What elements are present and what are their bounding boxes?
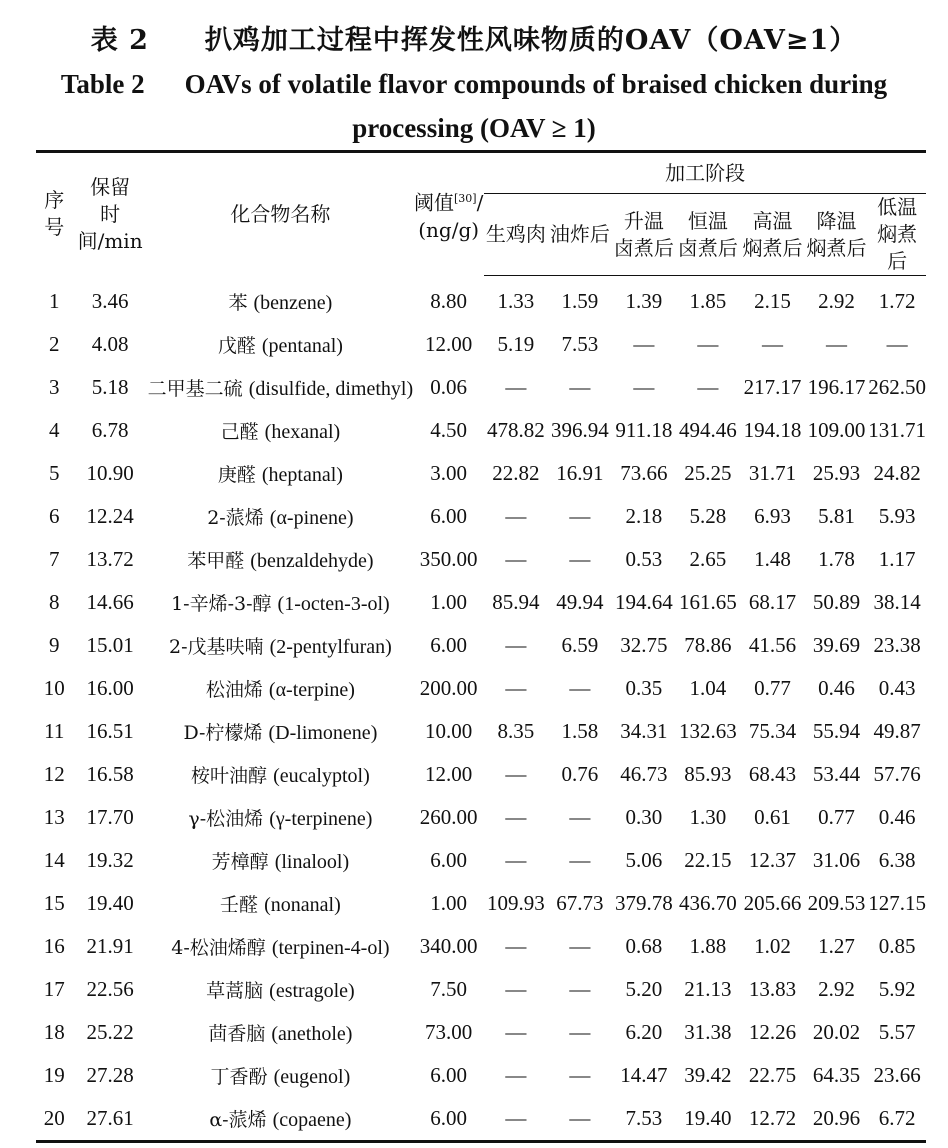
compound-name-en: (2-pentylfuran) — [269, 636, 392, 658]
cell-compound — [148, 796, 413, 839]
cell-threshold: 4.50 — [430, 418, 468, 442]
cell-retention-time: 4.08 — [91, 332, 129, 356]
cell-retention-time: 22.56 — [86, 977, 134, 1001]
cell-oav: 13.83 — [748, 977, 797, 1001]
cell-seq: 20 — [43, 1106, 65, 1130]
cell-oav: 436.70 — [678, 891, 737, 915]
cell-oav: — — [762, 332, 784, 356]
cell-oav: — — [697, 375, 719, 399]
cell-oav: — — [505, 633, 527, 657]
table-row — [36, 452, 926, 495]
compound-name-en: (copaene) — [272, 1109, 352, 1131]
cell-oav: 7.53 — [561, 332, 599, 356]
cell-retention-time: 10.90 — [86, 461, 134, 485]
compound-name-zh: 桉叶油醇 — [191, 765, 268, 787]
table-row — [36, 276, 926, 324]
compound-name-zh: D-柠檬烯 — [183, 722, 263, 744]
cell-oav: 64.35 — [812, 1063, 861, 1087]
table-row — [36, 796, 926, 839]
cell-oav: 14.47 — [620, 1063, 668, 1087]
cell-oav: — — [505, 375, 527, 399]
cell-oav: 31.71 — [748, 461, 797, 485]
compound-name-zh: α-蒎烯 — [209, 1109, 267, 1131]
cell-oav: 911.18 — [615, 418, 673, 442]
cell-oav: 5.28 — [689, 504, 727, 528]
cell-compound — [148, 276, 413, 324]
cell-seq: 12 — [43, 762, 65, 786]
cell-threshold: 200.00 — [419, 676, 478, 700]
cell-compound — [148, 968, 413, 1011]
cell-oav: 32.75 — [620, 633, 668, 657]
cell-oav: 12.26 — [748, 1020, 797, 1044]
cell-oav: — — [826, 332, 848, 356]
cell-threshold: 0.06 — [430, 375, 468, 399]
cell-threshold: 340.00 — [419, 934, 478, 958]
cell-oav: — — [569, 805, 591, 829]
cell-oav: — — [569, 676, 591, 700]
cell-compound — [148, 882, 413, 925]
table-row — [36, 1054, 926, 1097]
compound-name-en: (hexanal) — [264, 421, 341, 443]
cell-oav: 0.77 — [754, 676, 791, 700]
cell-oav: 1.02 — [754, 934, 791, 958]
cell-retention-time: 15.01 — [86, 633, 134, 657]
cell-threshold: 12.00 — [425, 762, 473, 786]
cell-oav: 31.38 — [684, 1020, 732, 1044]
cell-oav: — — [505, 848, 527, 872]
cell-threshold: 1.00 — [430, 891, 468, 915]
cell-oav: 21.13 — [684, 977, 732, 1001]
cell-seq: 8 — [49, 590, 60, 614]
cell-oav: — — [569, 848, 591, 872]
cell-oav: — — [505, 676, 527, 700]
cell-compound — [148, 452, 413, 495]
cell-retention-time: 16.51 — [86, 719, 134, 743]
cell-compound — [148, 323, 413, 366]
compound-name-zh: 4-松油烯醇 — [171, 937, 266, 959]
table-row — [36, 710, 926, 753]
cell-compound — [148, 495, 413, 538]
compound-name-en: (α-terpine) — [268, 679, 355, 701]
cell-oav: 396.94 — [550, 418, 609, 442]
header-stage: 生鸡肉 — [484, 194, 547, 276]
cell-oav: 53.44 — [812, 762, 861, 786]
cell-oav: 5.81 — [818, 504, 855, 528]
compound-name-en: (heptanal) — [261, 464, 343, 486]
cell-oav: — — [505, 504, 527, 528]
header-stage: 恒温 卤煮后 — [676, 194, 741, 276]
cell-oav: 1.85 — [689, 289, 727, 313]
compound-name-en: (benzene) — [253, 291, 333, 314]
cell-oav: — — [505, 1020, 527, 1044]
cell-oav: 194.18 — [743, 418, 802, 442]
compound-name-zh: 苯 — [228, 291, 248, 314]
cell-oav: 132.63 — [678, 719, 737, 743]
header-stage: 升温 卤煮后 — [612, 194, 675, 276]
cell-oav: 0.30 — [625, 805, 663, 829]
cell-seq: 19 — [43, 1063, 65, 1087]
cell-retention-time: 16.00 — [86, 676, 134, 700]
compound-name-zh: 2-蒎烯 — [207, 507, 264, 529]
cell-threshold: 3.00 — [430, 461, 468, 485]
cell-retention-time: 27.28 — [86, 1063, 134, 1087]
cell-threshold: 8.80 — [430, 288, 468, 313]
cell-oav: 1.17 — [878, 547, 916, 571]
cell-oav: 57.76 — [873, 762, 921, 786]
cell-seq: 5 — [49, 461, 60, 485]
cell-oav: — — [697, 332, 719, 356]
compound-name-zh: 己醛 — [220, 421, 259, 443]
cell-oav: 1.33 — [497, 289, 535, 313]
cell-oav: 85.94 — [492, 590, 540, 614]
cell-seq: 18 — [43, 1020, 65, 1044]
cell-oav: 8.35 — [497, 719, 535, 743]
cell-seq: 9 — [49, 633, 60, 657]
cell-seq: 14 — [43, 848, 65, 872]
cell-retention-time: 21.91 — [86, 934, 134, 958]
cell-oav: 19.40 — [684, 1106, 732, 1130]
cell-oav: 12.37 — [748, 848, 797, 872]
cell-oav: 20.96 — [812, 1106, 861, 1130]
cell-oav: 1.59 — [561, 289, 599, 313]
cell-compound — [148, 538, 413, 581]
cell-retention-time: 19.32 — [86, 848, 134, 872]
compound-name-en: (D-limonene) — [268, 722, 378, 744]
cell-oav: 1.04 — [689, 676, 727, 700]
cell-retention-time: 13.72 — [86, 547, 134, 571]
cell-oav: 1.58 — [561, 719, 599, 743]
cell-oav: 41.56 — [748, 633, 797, 657]
compound-name-zh: 草蒿脑 — [206, 980, 264, 1002]
cell-oav: 5.92 — [878, 977, 916, 1001]
cell-threshold: 10.00 — [425, 719, 473, 743]
cell-retention-time: 27.61 — [86, 1106, 134, 1130]
cell-oav: 85.93 — [684, 762, 732, 786]
cell-compound — [148, 1097, 413, 1142]
cell-compound — [148, 925, 413, 968]
cell-oav: 6.20 — [625, 1020, 663, 1044]
cell-oav: 6.59 — [561, 633, 599, 657]
table-row — [36, 839, 926, 882]
compound-name-en: (nonanal) — [264, 894, 341, 916]
cell-threshold: 6.00 — [430, 504, 468, 528]
compound-name-zh: 壬醛 — [220, 894, 259, 916]
cell-oav: 22.82 — [492, 461, 540, 485]
cell-oav: 68.43 — [748, 762, 797, 786]
cell-oav: 5.57 — [878, 1020, 916, 1044]
cell-oav: 217.17 — [743, 375, 802, 399]
table-row — [36, 882, 926, 925]
cell-oav: 1.72 — [878, 289, 916, 313]
compound-name-zh: 丁香酚 — [210, 1066, 268, 1088]
cell-compound — [148, 753, 413, 796]
table-title-en — [0, 62, 948, 150]
cell-oav: 1.88 — [689, 934, 727, 958]
cell-oav: 0.46 — [818, 676, 855, 700]
cell-oav: 22.15 — [684, 848, 732, 872]
cell-seq: 6 — [49, 504, 60, 528]
cell-oav: 6.38 — [878, 848, 916, 872]
cell-oav: — — [569, 547, 591, 571]
cell-retention-time: 14.66 — [86, 590, 134, 614]
cell-oav: 2.92 — [818, 289, 855, 313]
cell-compound — [148, 667, 413, 710]
compound-name-en: (disulfide, dimethyl) — [248, 378, 414, 400]
cell-oav: — — [633, 332, 655, 356]
cell-oav: — — [569, 375, 591, 399]
table-row — [36, 581, 926, 624]
compound-name-en: (α-pinene) — [269, 507, 354, 529]
cell-threshold: 6.00 — [430, 1063, 468, 1087]
cell-seq: 3 — [49, 375, 60, 399]
cell-oav: 25.25 — [684, 461, 732, 485]
cell-oav: 73.66 — [620, 461, 668, 485]
cell-seq: 10 — [43, 676, 65, 700]
cell-oav: 25.93 — [812, 461, 861, 485]
cell-seq: 4 — [49, 418, 60, 442]
compound-name-zh: 芳樟醇 — [211, 851, 269, 873]
cell-oav: 0.35 — [625, 676, 663, 700]
cell-oav: — — [569, 1020, 591, 1044]
cell-oav: 23.66 — [873, 1063, 921, 1087]
cell-oav: 75.34 — [748, 719, 797, 743]
cell-oav: — — [505, 1106, 527, 1130]
cell-oav: 194.64 — [614, 590, 673, 614]
table-row — [36, 753, 926, 796]
compound-name-en: (estragole) — [269, 980, 355, 1002]
cell-oav: 20.02 — [812, 1020, 861, 1044]
header-seq: 序号 — [44, 188, 65, 240]
cell-seq: 2 — [49, 332, 60, 356]
cell-oav: 0.43 — [878, 676, 916, 700]
cell-oav: 2.15 — [754, 289, 791, 313]
compound-name-zh: 庚醛 — [217, 464, 256, 486]
cell-oav: 478.82 — [487, 418, 545, 442]
cell-oav: 1.78 — [818, 547, 855, 571]
header-stage: 高温 焖煮后 — [740, 194, 805, 276]
cell-oav: — — [505, 762, 527, 786]
header-retention-time: 保留 时间/min — [77, 174, 143, 253]
cell-oav: 161.65 — [678, 590, 737, 614]
table-row — [36, 538, 926, 581]
cell-oav: 24.82 — [873, 461, 921, 485]
cell-oav: 1.30 — [689, 805, 727, 829]
cell-seq: 13 — [43, 805, 65, 829]
cell-oav: — — [569, 977, 591, 1001]
cell-oav: 0.68 — [625, 934, 663, 958]
cell-retention-time: 12.24 — [86, 504, 134, 528]
table-row — [36, 624, 926, 667]
cell-oav: 2.65 — [689, 547, 727, 571]
compound-name-en: (benzaldehyde) — [250, 550, 374, 572]
cell-oav: 31.06 — [812, 848, 861, 872]
oav-table — [36, 150, 926, 1143]
cell-oav: 23.38 — [873, 633, 921, 657]
cell-oav: 50.89 — [812, 590, 861, 614]
compound-name-zh: 茴香脑 — [208, 1023, 266, 1045]
cell-threshold: 1.00 — [430, 590, 468, 614]
cell-oav: 2.18 — [625, 504, 663, 528]
cell-oav: 22.75 — [748, 1063, 797, 1087]
cell-oav: 262.50 — [868, 375, 926, 399]
cell-oav: 0.77 — [818, 805, 855, 829]
compound-name-en: (linalool) — [274, 851, 350, 873]
cell-oav: — — [505, 805, 527, 829]
table-label-en: Table 2 — [60, 69, 145, 99]
cell-retention-time: 16.58 — [86, 762, 134, 786]
cell-compound — [148, 409, 413, 452]
compound-name-en: (eugenol) — [273, 1066, 351, 1088]
table-row — [36, 968, 926, 1011]
cell-threshold: 73.00 — [425, 1020, 473, 1044]
cell-threshold: 260.00 — [419, 805, 478, 829]
cell-retention-time: 19.40 — [86, 891, 134, 915]
cell-oav: 0.61 — [754, 805, 791, 829]
cell-oav: 39.42 — [684, 1063, 732, 1087]
table-caption-en: OAVs of volatile flavor compounds of braised chicken during processing (OAV ≥ 1) — [184, 69, 888, 143]
cell-oav: 2.92 — [818, 977, 855, 1001]
compound-name-zh: 松油烯 — [205, 679, 263, 701]
cell-compound — [148, 1011, 413, 1054]
cell-retention-time: 5.18 — [91, 375, 129, 399]
cell-compound — [148, 839, 413, 882]
cell-threshold: 6.00 — [430, 633, 468, 657]
cell-oav: 16.91 — [556, 461, 604, 485]
cell-oav: 1.27 — [818, 934, 855, 958]
cell-oav: 196.17 — [807, 375, 866, 399]
cell-oav: 127.15 — [868, 891, 926, 915]
compound-name-en: (anethole) — [271, 1023, 353, 1045]
cell-retention-time: 3.46 — [91, 288, 129, 313]
cell-retention-time: 6.78 — [91, 418, 129, 442]
cell-threshold: 6.00 — [430, 1106, 468, 1130]
cell-seq: 1 — [49, 288, 60, 313]
cell-oav: 5.19 — [497, 332, 535, 356]
cell-seq: 11 — [44, 719, 65, 743]
cell-oav: 209.53 — [807, 891, 866, 915]
cell-seq: 16 — [43, 934, 65, 958]
cell-oav: — — [633, 375, 655, 399]
compound-name-en: (pentanal) — [261, 335, 343, 357]
cell-oav: — — [569, 1106, 591, 1130]
cell-oav: — — [505, 1063, 527, 1087]
cell-oav: — — [886, 332, 908, 356]
compound-name-zh: γ-松油烯 — [188, 808, 264, 830]
cell-oav: — — [505, 934, 527, 958]
cell-retention-time: 25.22 — [86, 1020, 134, 1044]
table-row — [36, 323, 926, 366]
compound-name-en: (γ-terpinene) — [269, 808, 373, 830]
cell-oav: 131.71 — [868, 418, 926, 442]
cell-oav: 1.39 — [625, 289, 663, 313]
header-processing-stage: 加工阶段 — [484, 152, 926, 194]
cell-oav: 49.87 — [873, 719, 921, 743]
cell-oav: 0.85 — [878, 934, 916, 958]
header-threshold: 阈值[30]/ (ng/g) — [414, 190, 484, 242]
cell-compound — [148, 1054, 413, 1097]
cell-oav: 205.66 — [743, 891, 802, 915]
cell-compound — [148, 366, 413, 409]
cell-compound — [148, 710, 413, 753]
cell-oav: 6.93 — [754, 504, 791, 528]
table-row — [36, 1097, 926, 1142]
cell-oav: 5.93 — [878, 504, 916, 528]
table-row — [36, 409, 926, 452]
cell-oav: — — [505, 977, 527, 1001]
compound-name-zh: 二甲基二硫 — [147, 378, 243, 400]
cell-threshold: 7.50 — [430, 977, 468, 1001]
cell-oav: 0.76 — [561, 762, 599, 786]
cell-oav: — — [505, 547, 527, 571]
cell-oav: 12.72 — [748, 1106, 797, 1130]
cell-seq: 15 — [43, 891, 65, 915]
cell-threshold: 350.00 — [419, 547, 478, 571]
cell-oav: 68.17 — [748, 590, 797, 614]
header-stage: 降温 焖煮后 — [805, 194, 868, 276]
cell-seq: 7 — [49, 547, 60, 571]
compound-name-en: (1-octen-3-ol) — [277, 593, 390, 615]
cell-oav: 46.73 — [620, 762, 668, 786]
cell-oav: 34.31 — [620, 719, 668, 743]
table-row — [36, 667, 926, 710]
cell-oav: — — [569, 934, 591, 958]
cell-seq: 17 — [43, 977, 65, 1001]
compound-name-zh: 戊醛 — [217, 335, 256, 357]
cell-oav: 7.53 — [625, 1106, 663, 1130]
compound-name-zh: 苯甲醛 — [187, 550, 245, 572]
cell-oav: 78.86 — [684, 633, 732, 657]
cell-oav: — — [569, 504, 591, 528]
cell-oav: 39.69 — [812, 633, 861, 657]
cell-oav: 1.48 — [754, 547, 791, 571]
cell-oav: 109.00 — [807, 418, 866, 442]
table-row — [36, 366, 926, 409]
header-stage: 油炸后 — [548, 194, 613, 276]
cell-oav: 5.06 — [625, 848, 663, 872]
cell-compound — [148, 624, 413, 667]
cell-oav: 109.93 — [487, 891, 545, 915]
compound-name-en: (terpinen-4-ol) — [271, 937, 390, 959]
cell-oav: 379.78 — [614, 891, 673, 915]
cell-oav: 38.14 — [873, 590, 921, 614]
cell-oav: 49.94 — [556, 590, 604, 614]
header-stage: 低温 焖煮后 — [868, 194, 926, 276]
cell-oav: 5.20 — [625, 977, 663, 1001]
cell-retention-time: 17.70 — [86, 805, 134, 829]
cell-threshold: 12.00 — [425, 332, 473, 356]
compound-name-zh: 2-戊基呋喃 — [169, 636, 264, 658]
table-row — [36, 495, 926, 538]
cell-threshold: 6.00 — [430, 848, 468, 872]
table-row — [36, 1011, 926, 1054]
cell-oav: 67.73 — [556, 891, 604, 915]
cell-oav: 6.72 — [878, 1106, 916, 1130]
table-row — [36, 925, 926, 968]
cell-oav: 0.46 — [878, 805, 916, 829]
cell-oav: 55.94 — [812, 719, 861, 743]
compound-name-en: (eucalyptol) — [273, 765, 370, 787]
cell-oav: 494.46 — [678, 418, 737, 442]
cell-oav: — — [569, 1063, 591, 1087]
cell-oav: 0.53 — [625, 547, 663, 571]
table-title-zh: 表 2 扒鸡加工过程中挥发性风味物质的OAV（OAV≥1） — [90, 25, 858, 56]
header-compound: 化合物名称 — [230, 201, 331, 226]
cell-compound — [148, 581, 413, 624]
compound-name-zh: 1-辛烯-3-醇 — [171, 593, 272, 615]
